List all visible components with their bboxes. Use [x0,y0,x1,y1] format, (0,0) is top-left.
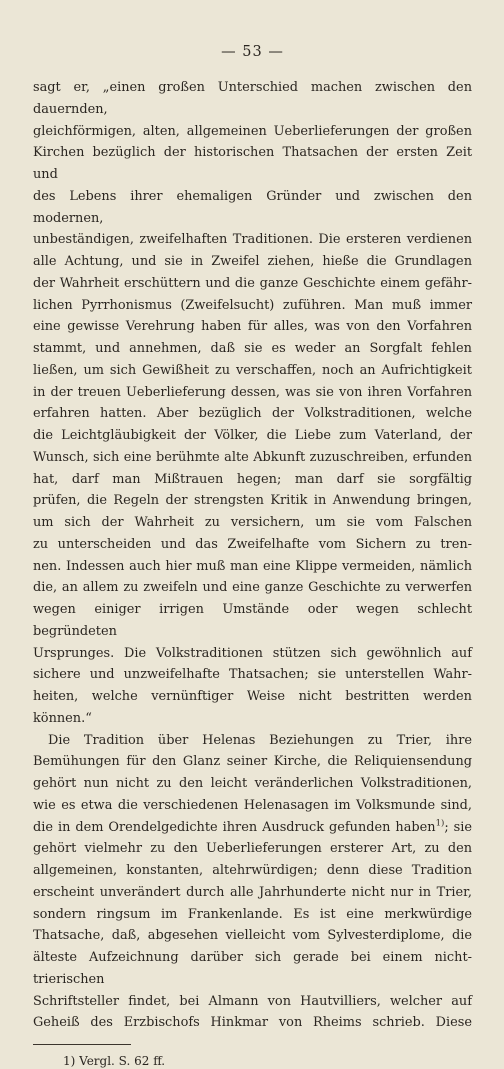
text-line: zu unterscheiden und das Zweifelhafte vom Sichern zu tren- [33,536,472,552]
text-line: heiten, welche vernünftiger Weise nicht bestritten werden können.“ [33,689,472,726]
text-line: sondern ringsum im Frankenlande. Es ist eine merkwürdige [33,906,472,922]
text-line: gehört nun nicht zu den leicht veränderlichen Volkstraditionen, [33,776,472,791]
text-line: Thatsache, daß, abgesehen vielleicht vom Sylvesterdiplome, die [33,928,472,944]
text-segment: ; sie [444,819,472,835]
text-line: allgemeinen, konstanten, altehrwürdigen; denn diese Tradition [33,863,472,878]
text-line: sichere und unzweifelhafte Thatsachen; sie unterstellen Wahr- [33,667,472,683]
text-line: erfahren hatten. Aber bezüglich der Volkstraditionen, welche [33,406,472,422]
text-line: des Lebens ihrer ehemaligen Gründer und zwischen den modernen, [33,188,472,226]
text-line: Kirchen bezüglich der historischen Thatsachen der ersten Zeit und [33,145,472,182]
text-line: stammt, und annehmen, daß sie es weder an Sorgfalt fehlen [33,341,472,356]
text-line: sagt er, „einen großen Unterschied machen zwischen den dauernden, [33,80,472,117]
text-line: in der treuen Ueberlieferung dessen, was sie von ihren Vorfahren [33,384,472,400]
text-line: Bemühungen für den Glanz seiner Kirche, die Reliquiensendung [33,754,472,770]
text-line: prüfen, die Regeln der strengsten Kritik in Anwendung bringen, [33,493,472,509]
text-line: eine gewisse Verehrung haben für alles, was von den Vorfahren [33,319,472,335]
text-line: ließen, um sich Gewißheit zu verschaffen, noch an Aufrichtigkeit [33,362,472,378]
text-line: Die Tradition über Helenas Beziehungen zu Trier, ihre [48,732,472,748]
text-line: Ursprunges. Die Volkstraditionen stützen sich gewöhnlich auf [33,645,472,661]
footnote-divider [33,1044,131,1045]
text-line: wegen einiger irrigen Umstände oder wegen schlecht begründeten [33,602,472,639]
text-line: Wunsch, sich eine berühmte alte Abkunft zuzuschreiben, erfunden [33,449,472,465]
footnote-reference: 1) [435,818,445,829]
text-segment: die in dem Orendelgedichte ihren Ausdruck gefunden haben [33,819,436,835]
text-line: um sich der Wahrheit zu versichern, um sie vom Falschen [33,515,472,530]
text-line: erscheint unverändert durch alle Jahrhunderte nicht nur in Trier, [33,884,472,900]
text-line: gehört vielmehr zu den Ueberlieferungen ersterer Art, zu den [33,841,472,857]
text-line: alle Achtung, und sie in Zweifel ziehen, hieße die Grundlagen [33,254,472,269]
text-line: hat, darf man Mißtrauen hegen; man darf sie sorgfältig [33,471,472,487]
text-line: unbeständigen, zweifelhaften Traditionen. Die ersteren verdienen [33,232,472,248]
text-line: die, an allem zu zweifeln und eine ganze Geschichte zu verwerfen [33,580,472,596]
footnote: 1) Vergl. S. 62 ff. [63,1054,166,1068]
text-line: die Leichtgläubigkeit der Völker, die Liebe zum Vaterland, der [33,428,472,443]
text-line: Geheiß des Erzbischofs Hinkmar von Rheims schrieb. Diese [33,1015,472,1031]
text-line: älteste Aufzeichnung darüber sich gerade bei einem nicht-trierischen [33,950,472,987]
main-text [33,77,472,1034]
page-number: — 53 — [221,44,284,60]
text-line: nen. Indessen auch hier muß man eine Klippe vermeiden, nämlich [33,558,472,574]
text-line: der Wahrheit erschüttern und die ganze Geschichte einem gefähr- [33,275,472,291]
text-line: wie es etwa die verschiedenen Helenasagen im Volksmunde sind, [33,797,472,813]
text-line: lichen Pyrrhonismus (Zweifelsucht) zuführen. Man muß immer [33,297,472,313]
text-line: gleichförmigen, alten, allgemeinen Ueberlieferungen der großen [33,123,472,139]
text-line: Schriftsteller findet, bei Almann von Hautvilliers, welcher auf [33,993,472,1009]
text-line-with-footnote-ref [33,817,472,839]
